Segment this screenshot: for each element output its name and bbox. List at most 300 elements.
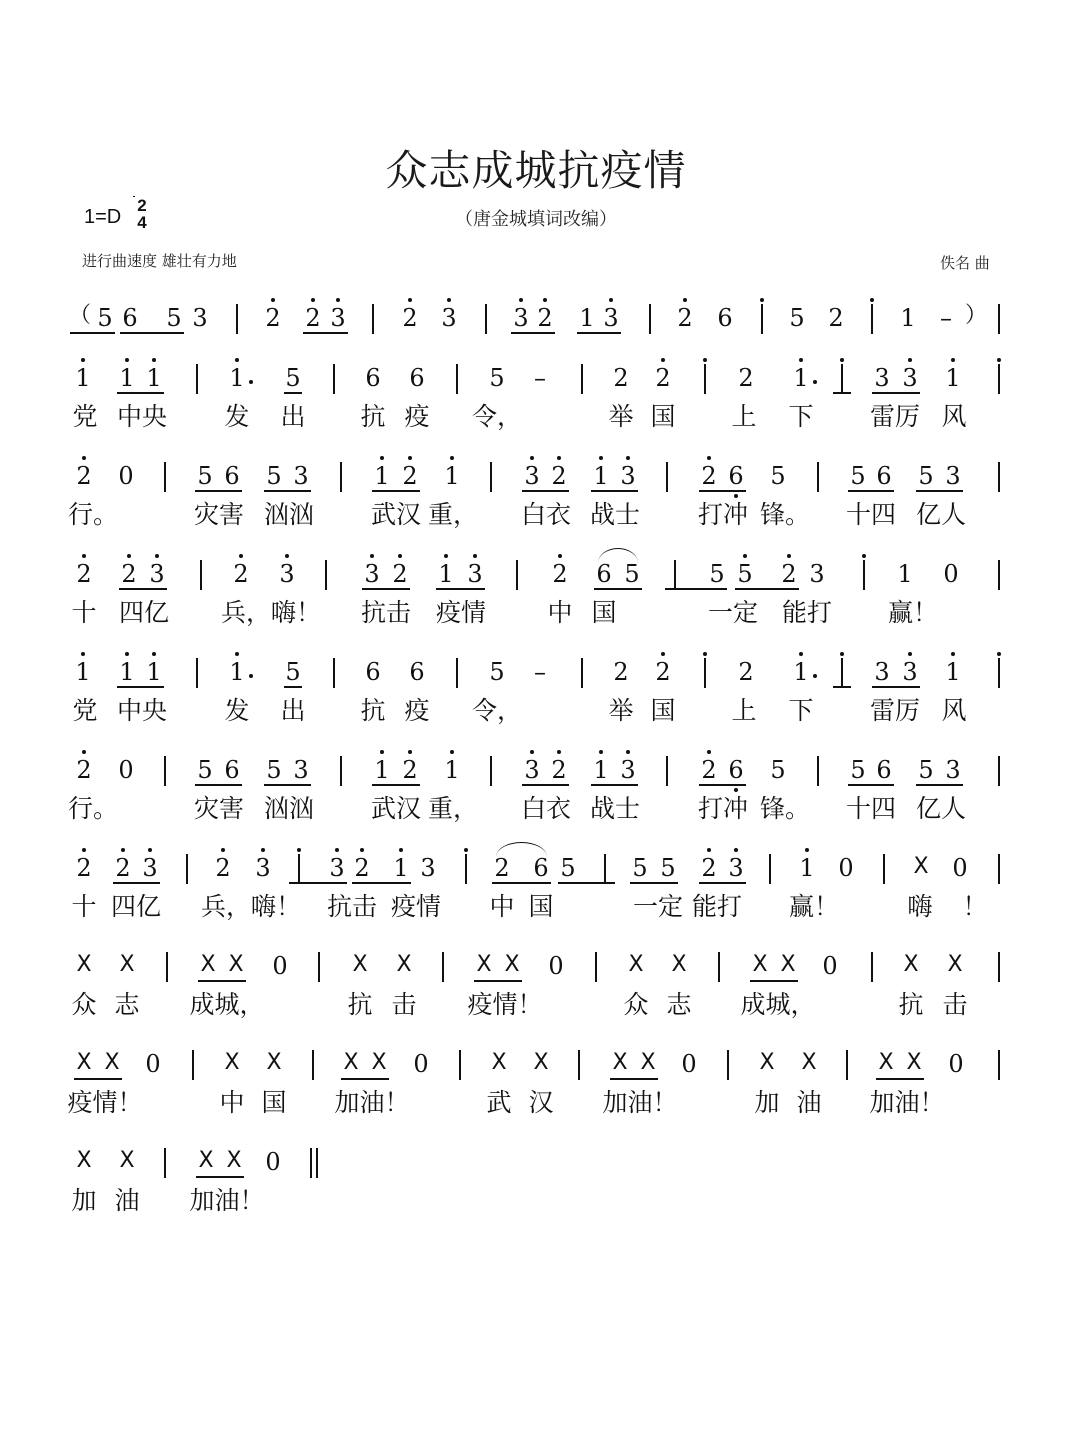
octave-dot-above: [908, 358, 912, 362]
rhythm-note: X: [266, 1050, 282, 1075]
note: 2: [655, 364, 671, 392]
note: 2: [215, 854, 231, 882]
octave-dot-above: [447, 298, 451, 302]
note: 5: [166, 304, 182, 332]
lyric-word: 志: [114, 990, 140, 1019]
octave-dot-above: [530, 750, 534, 754]
rhythm-note: X: [612, 1050, 628, 1075]
note: 0: [548, 952, 564, 980]
note: 1: [393, 854, 409, 882]
repeat-parenthesis: ）: [964, 303, 988, 328]
lyric-word: 嗨: [907, 892, 933, 921]
rhythm-note: X: [200, 952, 216, 977]
underline-beam: [699, 882, 746, 884]
note: 6: [876, 462, 892, 490]
lyric-word: 风: [941, 402, 967, 431]
lyric-word: 汉: [528, 1088, 554, 1117]
rhythm-note: X: [878, 1050, 894, 1075]
barline: [841, 658, 843, 688]
underline-beam: [289, 882, 347, 884]
note: 2: [677, 304, 693, 332]
octave-dot-above: [450, 456, 454, 460]
note: 1: [793, 364, 809, 392]
rhythm-note: X: [198, 1148, 214, 1173]
barline: [817, 756, 819, 786]
note: 5: [489, 658, 505, 686]
octave-dot-above: [951, 652, 955, 656]
time-signature-bottom: 4: [137, 213, 147, 232]
augmentation-dot: [813, 674, 817, 678]
note: 1: [119, 658, 135, 686]
octave-dot-above: [703, 358, 707, 362]
underline-beam: [833, 686, 851, 688]
note: 1: [945, 364, 961, 392]
note: 1: [146, 658, 162, 686]
note: 1: [374, 462, 390, 490]
lyric-word: 武: [486, 1088, 512, 1117]
octave-dot-above: [557, 750, 561, 754]
barline: [192, 1050, 194, 1080]
octave-dot-above: [82, 554, 86, 558]
octave-dot-above: [311, 298, 315, 302]
barline: [164, 756, 166, 786]
lyric-line: [0, 796, 1072, 826]
notation-line: [0, 660, 1072, 700]
underline-beam: [665, 588, 727, 590]
lyric-word: 中央: [116, 402, 168, 431]
note: 6: [728, 756, 744, 784]
rhythm-note: X: [801, 1050, 817, 1075]
barline: [761, 304, 763, 334]
octave-dot-above: [408, 456, 412, 460]
rhythm-note: X: [903, 952, 919, 977]
note: 5: [197, 756, 213, 784]
note: 1: [374, 756, 390, 784]
rhythm-note: X: [76, 1050, 92, 1075]
time-signature-top: 2: [137, 196, 147, 215]
octave-dot-above: [82, 750, 86, 754]
barline: [465, 854, 467, 884]
octave-dot-above: [787, 554, 791, 558]
underline-beam: [630, 882, 678, 884]
rhythm-note: X: [343, 1050, 359, 1075]
lyric-word: 打冲: [697, 794, 749, 823]
underline-beam: [341, 1078, 389, 1080]
lyric-word: 赢！: [788, 892, 840, 921]
underline-beam: [577, 332, 621, 334]
octave-dot-above: [380, 750, 384, 754]
lyric-line: [0, 600, 1072, 630]
lyric-word: 出: [280, 696, 306, 725]
barline: [998, 854, 1000, 884]
note: 2: [613, 364, 629, 392]
octave-dot-above: [530, 456, 534, 460]
octave-dot-above: [626, 456, 630, 460]
barline: [581, 364, 583, 394]
lyric-word: 上: [731, 402, 757, 431]
octave-dot-above: [840, 652, 844, 656]
barline: [490, 462, 492, 492]
octave-dot-above: [707, 848, 711, 852]
lyric-word: 举: [608, 402, 634, 431]
octave-dot-above: [707, 750, 711, 754]
slur: [598, 548, 638, 563]
augmentation-dot: [813, 380, 817, 384]
note: 6: [224, 462, 240, 490]
octave-dot-above: [707, 456, 711, 460]
underline-beam: [872, 392, 920, 394]
lyric-word: 疫情！: [467, 990, 543, 1019]
octave-dot-above: [558, 554, 562, 558]
note: 3: [329, 854, 345, 882]
note: 2: [402, 462, 418, 490]
note: 3: [364, 560, 380, 588]
note: 1: [793, 658, 809, 686]
note: 5: [266, 756, 282, 784]
octave-dot-above: [703, 652, 707, 656]
lyric-word: 加油！: [602, 1088, 678, 1117]
note: 1: [799, 854, 815, 882]
barline: [298, 854, 300, 884]
note: 3: [524, 462, 540, 490]
lyric-word: 国: [650, 402, 676, 431]
octave-dot-above: [734, 848, 738, 852]
rhythm-note: X: [352, 952, 368, 977]
octave-dot-above: [450, 750, 454, 754]
note: 5: [197, 462, 213, 490]
rhythm-note: X: [396, 952, 412, 977]
note: 6: [728, 462, 744, 490]
note: 5: [97, 304, 113, 332]
lyric-word: 出: [280, 402, 306, 431]
lyric-word: 风: [941, 696, 967, 725]
octave-dot-above: [473, 554, 477, 558]
note: 5: [770, 756, 786, 784]
lyric-word: ！: [962, 892, 988, 921]
underline-beam: [117, 392, 164, 394]
lyric-word: 疫: [404, 696, 430, 725]
lyric-word: 亿人: [915, 500, 967, 529]
rhythm-note: X: [533, 1050, 549, 1075]
lyric-word: 举: [608, 696, 634, 725]
note: 3: [728, 854, 744, 882]
octave-dot-above: [557, 456, 561, 460]
note: 6: [533, 854, 549, 882]
octave-dot-above: [609, 298, 613, 302]
barline: [883, 854, 885, 884]
octave-dot-above: [408, 298, 412, 302]
underline-beam: [264, 490, 311, 492]
octave-dot-above: [840, 358, 844, 362]
lyric-word: 成城，: [740, 990, 816, 1019]
underline-beam: [594, 588, 642, 590]
note: 2: [537, 304, 553, 332]
lyric-word: 众: [71, 990, 97, 1019]
note: 0: [118, 462, 134, 490]
underline-beam: [117, 686, 164, 688]
barline: [516, 560, 518, 590]
barline: [769, 854, 771, 884]
note: 3: [330, 304, 346, 332]
rhythm-note: X: [671, 952, 687, 977]
octave-dot-above: [661, 652, 665, 656]
rhythm-note: X: [913, 854, 929, 879]
note: 5: [770, 462, 786, 490]
octave-dot-above: [152, 358, 156, 362]
lyric-word: 雷厉: [869, 402, 921, 431]
slur: [496, 842, 547, 857]
note: 2: [551, 756, 567, 784]
note: 2: [233, 560, 249, 588]
barline: [817, 462, 819, 492]
octave-dot-above: [285, 554, 289, 558]
underline-beam: [74, 1078, 122, 1080]
note: 3: [809, 560, 825, 588]
underline-beam: [511, 332, 555, 334]
note: 5: [489, 364, 505, 392]
note: 5: [285, 658, 301, 686]
barline: [333, 658, 335, 688]
lyric-word: 抗: [347, 990, 373, 1019]
barline: [340, 462, 342, 492]
barline: [456, 658, 458, 688]
barline: [333, 364, 335, 394]
note: 1: [229, 364, 245, 392]
octave-dot-above: [81, 358, 85, 362]
rhythm-note: X: [476, 952, 492, 977]
note: 6: [876, 756, 892, 784]
barline: [704, 364, 706, 394]
underline-beam: [303, 332, 348, 334]
underline-beam: [284, 392, 302, 394]
octave-dot-above: [799, 652, 803, 656]
lyric-word: 加: [754, 1088, 780, 1117]
underline-beam: [699, 784, 746, 786]
lyric-line: [0, 1188, 1072, 1218]
barline: [998, 756, 1000, 786]
underline-beam: [848, 490, 894, 492]
note: 5: [560, 854, 576, 882]
octave-dot-above: [81, 652, 85, 656]
note: 2: [655, 658, 671, 686]
lyric-word: 十: [71, 598, 97, 627]
barline: [666, 462, 668, 492]
lyric-word: 兵，嗨！: [200, 892, 302, 921]
lyric-word: 加: [71, 1186, 97, 1215]
rhythm-note: X: [119, 952, 135, 977]
lyric-line: [0, 698, 1072, 728]
notation-line: [0, 954, 1072, 994]
augmentation-dot: [249, 674, 253, 678]
octave-dot-above: [997, 358, 1001, 362]
lyric-word: 抗: [898, 990, 924, 1019]
note: 5: [918, 756, 934, 784]
octave-dot-below: [734, 494, 738, 498]
underline-beam: [610, 1078, 658, 1080]
note: 2: [76, 854, 92, 882]
note: 5: [266, 462, 282, 490]
note: 2: [781, 560, 797, 588]
barline: [998, 1050, 1000, 1080]
song-subtitle: （唐金城填词改编）: [455, 209, 617, 230]
lyric-word: 一定: [707, 598, 759, 627]
note: 3: [279, 560, 295, 588]
note: 1: [593, 462, 609, 490]
lyric-word: 白衣: [520, 500, 572, 529]
lyric-word: 汹汹: [263, 500, 315, 529]
notation-line: [0, 1052, 1072, 1092]
octave-dot-above: [370, 554, 374, 558]
note: 0: [822, 952, 838, 980]
lyric-word: 亿人: [915, 794, 967, 823]
note: 3: [603, 304, 619, 332]
rhythm-note: X: [752, 952, 768, 977]
lyric-word: 能打: [781, 598, 833, 627]
note: 1: [75, 364, 91, 392]
lyric-word: 抗击: [326, 892, 378, 921]
barline: [318, 952, 320, 982]
note: 5: [709, 560, 725, 588]
octave-dot-above: [799, 358, 803, 362]
lyric-word: 国: [528, 892, 554, 921]
notation-line: [0, 562, 1072, 602]
lyric-word: 汹汹: [263, 794, 315, 823]
underline-beam: [284, 686, 302, 688]
notation-line: [0, 366, 1072, 406]
note: –: [534, 364, 546, 392]
tempo-marking: 进行曲速度 雄壮有力地: [82, 252, 237, 270]
key-text: 1=D: [84, 206, 122, 228]
barline: [998, 304, 1000, 334]
underline-beam: [591, 490, 638, 492]
note: 2: [76, 560, 92, 588]
barline: [998, 364, 1000, 394]
lyric-word: 行。: [67, 500, 119, 529]
note: 2: [613, 658, 629, 686]
underline-beam: [474, 980, 522, 982]
underline-beam: [492, 882, 551, 884]
lyric-line: [0, 894, 1072, 924]
barline: [718, 952, 720, 982]
note: 1: [945, 658, 961, 686]
octave-dot-above: [626, 750, 630, 754]
lyric-word: 十四: [845, 794, 897, 823]
underline-beam: [195, 490, 242, 492]
barline: [727, 1050, 729, 1080]
note: 5: [850, 756, 866, 784]
lyric-word: 灾害: [193, 500, 245, 529]
barline: [666, 756, 668, 786]
notation-line: [0, 758, 1072, 798]
note: 3: [293, 462, 309, 490]
note: 2: [738, 658, 754, 686]
lyric-word: 中: [489, 892, 515, 921]
note: 6: [409, 658, 425, 686]
octave-dot-above: [82, 848, 86, 852]
note: 6: [224, 756, 240, 784]
lyric-word: 一定: [632, 892, 684, 921]
lyric-word: 发: [224, 696, 250, 725]
note: 0: [265, 1148, 281, 1176]
octave-dot-above: [951, 358, 955, 362]
octave-dot-above: [152, 652, 156, 656]
note: 2: [494, 854, 510, 882]
underline-beam: [750, 980, 798, 982]
barline: [325, 560, 327, 590]
lyric-word: 白衣: [520, 794, 572, 823]
notation-line: [0, 1150, 1072, 1190]
octave-dot-above: [599, 750, 603, 754]
octave-dot-above: [599, 456, 603, 460]
notation-line: [0, 856, 1072, 896]
octave-dot-above: [519, 298, 523, 302]
lyric-word: 国: [591, 598, 617, 627]
underline-beam: [591, 784, 638, 786]
barline: [863, 560, 865, 590]
octave-dot-above: [760, 298, 764, 302]
underline-beam: [70, 332, 115, 334]
underline-beam: [196, 1176, 244, 1178]
octave-dot-above: [997, 652, 1001, 656]
note: 0: [943, 560, 959, 588]
rhythm-note: X: [371, 1050, 387, 1075]
lyric-word: 令，: [471, 402, 523, 431]
underline-beam: [362, 588, 410, 590]
octave-dot-above: [408, 750, 412, 754]
underline-beam: [916, 490, 963, 492]
barline: [164, 1148, 166, 1178]
octave-dot-above: [336, 298, 340, 302]
note: 5: [850, 462, 866, 490]
lyric-line: [0, 1090, 1072, 1120]
rhythm-note: X: [759, 1050, 775, 1075]
underline-beam: [436, 588, 485, 590]
barline: [998, 560, 1000, 590]
note: 0: [952, 854, 968, 882]
lyric-word: 抗: [360, 696, 386, 725]
lyric-word: 加油！: [869, 1088, 945, 1117]
barline: [674, 560, 676, 590]
underline-beam: [522, 490, 569, 492]
note: 3: [902, 364, 918, 392]
octave-dot-above: [683, 298, 687, 302]
rhythm-note: X: [228, 952, 244, 977]
rhythm-note: X: [76, 952, 92, 977]
lyric-word: 战士: [589, 794, 641, 823]
lyric-word: 党: [72, 696, 98, 725]
lyric-word: 四亿: [118, 598, 170, 627]
note: 3: [620, 756, 636, 784]
note: 0: [145, 1050, 161, 1078]
barline: [196, 364, 198, 394]
note: 6: [122, 304, 138, 332]
note: 3: [255, 854, 271, 882]
underline-beam: [833, 392, 851, 394]
notation-line: [0, 303, 1072, 346]
octave-dot-above: [125, 652, 129, 656]
note: 3: [874, 364, 890, 392]
note: 0: [948, 1050, 964, 1078]
note: 5: [285, 364, 301, 392]
note: 6: [365, 364, 381, 392]
note: 1: [229, 658, 245, 686]
barline: [490, 756, 492, 786]
lyric-word: 十: [71, 892, 97, 921]
note: 3: [142, 854, 158, 882]
rhythm-note: X: [119, 1148, 135, 1173]
rhythm-note: X: [780, 952, 796, 977]
song-title: 众志成城抗疫情: [385, 146, 687, 195]
